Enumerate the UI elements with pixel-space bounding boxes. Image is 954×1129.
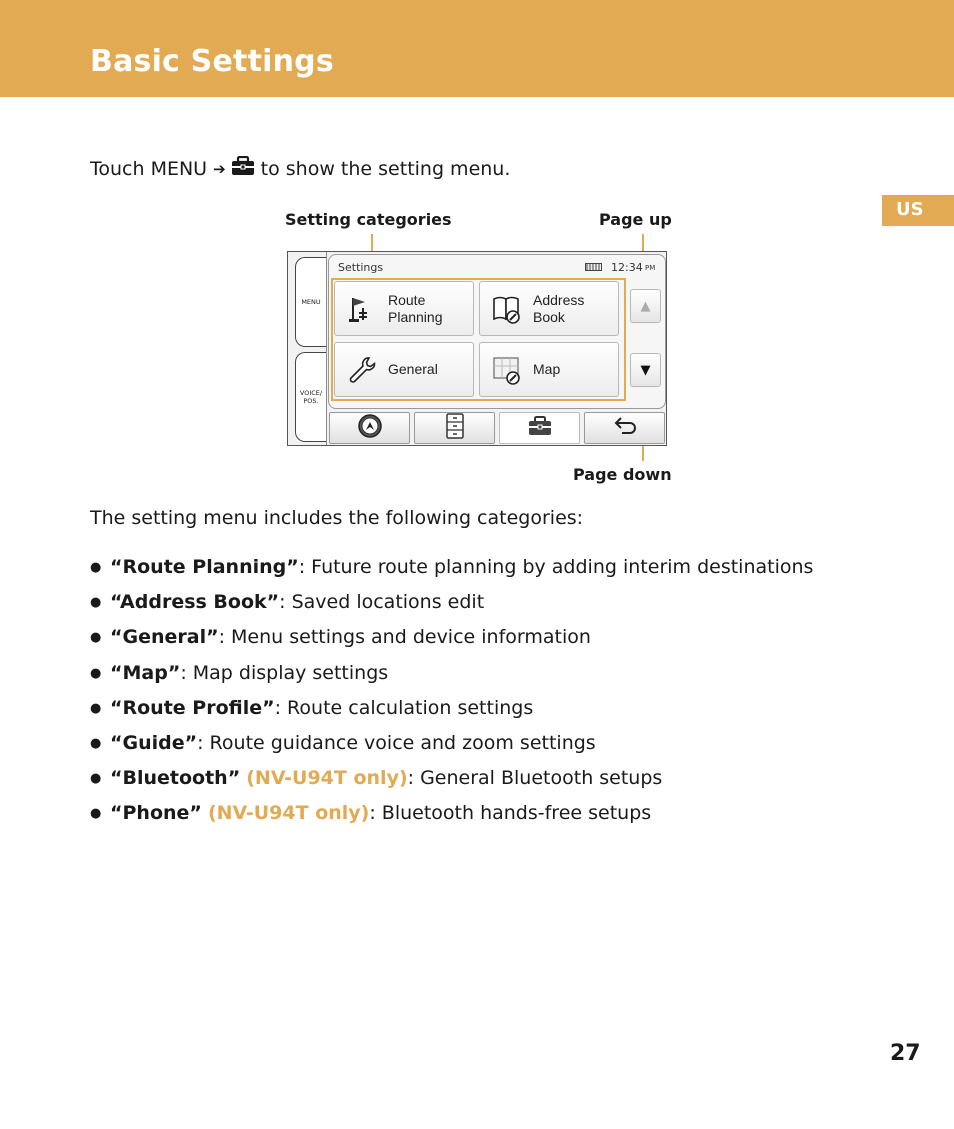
route-flag-icon [344,291,380,327]
bullet-icon: ● [90,700,102,716]
tile-map[interactable] [479,342,619,397]
cabinet-icon [445,413,465,443]
voice-pos-side-button[interactable]: VOICE/ POS. [295,352,326,442]
tile-label: Map [533,361,561,378]
intro-after: to show the setting menu. [260,157,511,180]
bullet-icon: ● [90,665,102,681]
address-book-icon [489,291,525,327]
tile-route-planning[interactable] [334,281,474,336]
page-number: 27 [890,1041,921,1066]
page-title: Basic Settings [90,44,334,79]
list-item: ● “Bluetooth” (NV-U94T only): General Bluetooth setups [90,767,663,790]
bullet-icon: ● [90,630,102,646]
tile-label: General [388,361,438,378]
tile-label: Route Planning [388,291,443,325]
bullet-icon: ● [90,806,102,822]
bullet-icon: ● [90,735,102,751]
settings-screen [328,254,666,409]
intro-before: Touch MENU [90,157,208,180]
toolbox-icon [528,416,552,440]
tile-address-book[interactable] [479,281,619,336]
device-screenshot [287,251,667,446]
page-down-button[interactable]: ▼ [630,353,661,387]
cabinet-button[interactable] [414,412,495,444]
clock: 12:34 [611,261,643,274]
arrow-icon: ➔ [213,159,226,178]
toolbox-icon [231,156,255,181]
map-icon [489,352,525,388]
back-button[interactable] [584,412,665,444]
compass-icon [357,413,383,443]
callout-setting-categories: Setting categories [285,210,452,229]
screen-toolbar [328,409,666,445]
settings-button[interactable] [499,412,580,444]
model-note: (NV-U94T only) [246,767,408,790]
battery-icon [585,263,602,271]
page-header [0,0,954,97]
category-list [90,556,813,838]
intro-line [90,156,510,181]
model-note: (NV-U94T only) [207,802,370,825]
callout-page-up: Page up [599,210,672,229]
page-up-button[interactable]: ▲ [630,289,661,323]
back-arrow-icon [613,417,637,439]
list-item: ● “Map”: Map display settings [90,661,389,684]
side-divider [326,252,327,445]
wrench-icon [344,352,380,388]
list-item: ● “Guide”: Route guidance voice and zoom settings [90,731,596,754]
bullet-icon: ● [90,771,102,787]
navigation-button[interactable] [329,412,410,444]
menu-side-button[interactable]: MENU [295,257,326,347]
callout-page-down: Page down [573,465,672,484]
language-tab: US [882,195,954,226]
list-item: ● “General”: Menu settings and device information [90,626,591,649]
bullet-icon: ● [90,595,102,611]
list-item: ● “Phone” (NV-U94T only): Bluetooth hands-free setups [90,802,652,825]
list-item: ● “Route Profile”: Route calculation settings [90,696,534,719]
list-item: ● “Route Planning”: Future route planning by adding interim destinations [90,556,814,578]
list-item: ● “Address Book”: Saved locations edit [90,591,485,614]
tile-general[interactable] [334,342,474,397]
screen-title: Settings [338,261,384,274]
tile-label: Address Book [533,291,585,325]
categories-intro: The setting menu includes the following categories: [90,507,584,529]
clock-ampm: PM [645,264,656,272]
bullet-icon: ● [90,560,102,575]
